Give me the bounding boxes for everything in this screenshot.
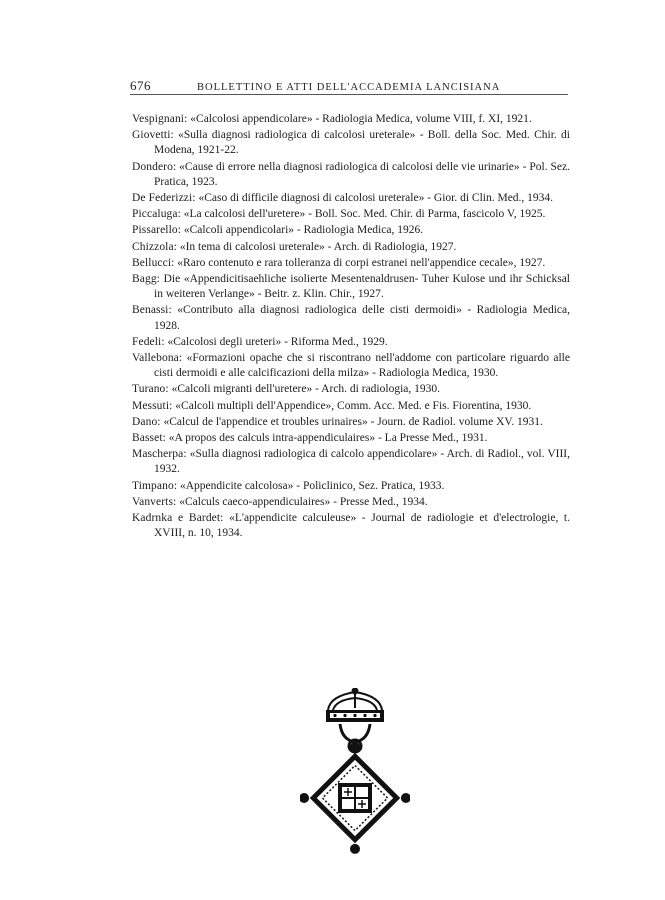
reference-text: «La calcolosi dell'uretere» - Boll. Soc. Med. Chir. di Parma, fascicolo V, 1925. xyxy=(180,208,546,221)
reference-text: «In tema di calcolosi ureterale» - Arch. di Radiologia, 1927. xyxy=(176,240,457,253)
reference-author: Messuti: xyxy=(132,399,173,412)
running-title: BOLLETTINO E ATTI DELL'ACCADEMIA LANCISIANA xyxy=(197,82,501,93)
reference-author: Chizzola: xyxy=(132,240,177,253)
reference-author: Bellucci: xyxy=(132,256,175,269)
page-header xyxy=(130,78,568,95)
reference-author: Vanverts: xyxy=(132,495,177,508)
reference-entry xyxy=(132,415,570,430)
reference-entry xyxy=(132,272,570,302)
reference-author: Giovetti: xyxy=(132,129,174,142)
reference-entry xyxy=(132,240,570,255)
reference-entry xyxy=(132,495,570,510)
reference-text: «Sulla diagnosi radiologica di calcolo appendicolare» - Arch. di Radiol., vol. VIII, 1932. xyxy=(154,448,570,476)
reference-text: «A propos des calculs intra-appendiculaires» - La Presse Med., 1931. xyxy=(165,432,488,445)
reference-text: «Sulla diagnosi radiologica di calcolosi ureterale» - Boll. della Soc. Med. Chir. di Modena, 1921-22. xyxy=(154,129,570,157)
reference-entry xyxy=(132,335,570,350)
reference-author: Dano: xyxy=(132,415,161,428)
reference-author: De Federizzi: xyxy=(132,192,196,205)
reference-author: Dondero: xyxy=(132,160,177,173)
reference-entry xyxy=(132,160,570,190)
reference-text: «Calcolosi degli ureteri» - Riforma Med., 1929. xyxy=(164,335,388,348)
reference-entry xyxy=(132,511,570,541)
page-number: 676 xyxy=(130,78,151,93)
reference-author: Fedeli: xyxy=(132,335,165,348)
reference-text: «Contributo alla diagnosi radiologica delle cisti dermoidi» - Radiologia Medica, 1928. xyxy=(154,304,570,332)
reference-entry xyxy=(132,223,570,238)
reference-text: Die «Appendicitisaehliche isolierte Mesentenaldrusen- Tuher Kulose und ihr Schicksal in weiteren Verlange» - Beitr. z. Klin. Chir., 1927. xyxy=(154,273,570,301)
reference-author: Piccaluga: xyxy=(132,208,181,221)
reference-author: Kadrnka e Bardet: xyxy=(132,512,224,525)
reference-text: «Calcolosi appendicolare» - Radiologia Medica, volume VIII, f. XI, 1921. xyxy=(187,113,532,125)
reference-text: «Calcoli migranti dell'uretere» - Arch. di radiologia, 1930. xyxy=(168,383,440,396)
reference-author: Timpano: xyxy=(132,479,178,492)
reference-list xyxy=(132,112,570,542)
reference-text: «Calcoli multipli dell'Appendice», Comm. Acc. Med. e Fis. Fiorentina, 1930. xyxy=(172,399,532,412)
reference-entry xyxy=(132,399,570,414)
reference-author: Vespignani: xyxy=(132,113,188,125)
reference-text: «Calcoli appendicolari» - Radiologia Medica, 1926. xyxy=(181,224,424,237)
reference-entry xyxy=(132,256,570,271)
reference-author: Benassi: xyxy=(132,304,172,317)
reference-author: Turano: xyxy=(132,383,169,396)
reference-text: «Raro contenuto e rara tolleranza di corpi estranei nell'appendice cecale», 1927. xyxy=(174,256,546,269)
reference-author: Mascherpa: xyxy=(132,448,187,461)
reference-text: «L'appendicite calculeuse» - Journal de radiologie et d'electrologie, t. XVIII, n. 10, 1934. xyxy=(154,512,570,540)
reference-text: «Appendicite calcolosa» - Policlinico, Sez. Pratica, 1933. xyxy=(177,479,445,492)
reference-entry xyxy=(132,303,570,333)
reference-author: Basset: xyxy=(132,432,166,445)
reference-entry xyxy=(132,351,570,381)
reference-entry xyxy=(132,112,570,127)
crown-cross-emblem-icon xyxy=(300,688,410,858)
reference-entry xyxy=(132,431,570,446)
reference-text: «Caso di difficile diagnosi di calcolosi ureterale» - Gior. di Clin. Med., 1934. xyxy=(195,192,554,205)
reference-entry xyxy=(132,207,570,222)
reference-entry xyxy=(132,447,570,477)
reference-entry xyxy=(132,191,570,206)
reference-entry xyxy=(132,382,570,397)
reference-author: Pissarello: xyxy=(132,224,182,237)
reference-entry xyxy=(132,479,570,494)
reference-text: «Calculs caeco-appendiculaires» - Presse Med., 1934. xyxy=(176,495,428,508)
reference-text: «Calcul de l'appendice et troubles urinaires» - Journ. de Radiol. volume XV. 1931. xyxy=(160,415,543,428)
reference-author: Bagg: xyxy=(132,273,160,286)
reference-text: «Formazioni opache che si riscontrano nell'addome con particolare riguardo alle cisti dermoidi e alle calcificazioni della milza» - Radiologia Medica, 1930. xyxy=(154,352,570,380)
reference-text: «Cause di errore nella diagnosi radiologica di calcolosi delle vie urinarie» - Pol. Sez. Pratica, 1923. xyxy=(154,160,570,188)
reference-author: Vallebona: xyxy=(132,352,183,365)
reference-entry xyxy=(132,128,570,158)
